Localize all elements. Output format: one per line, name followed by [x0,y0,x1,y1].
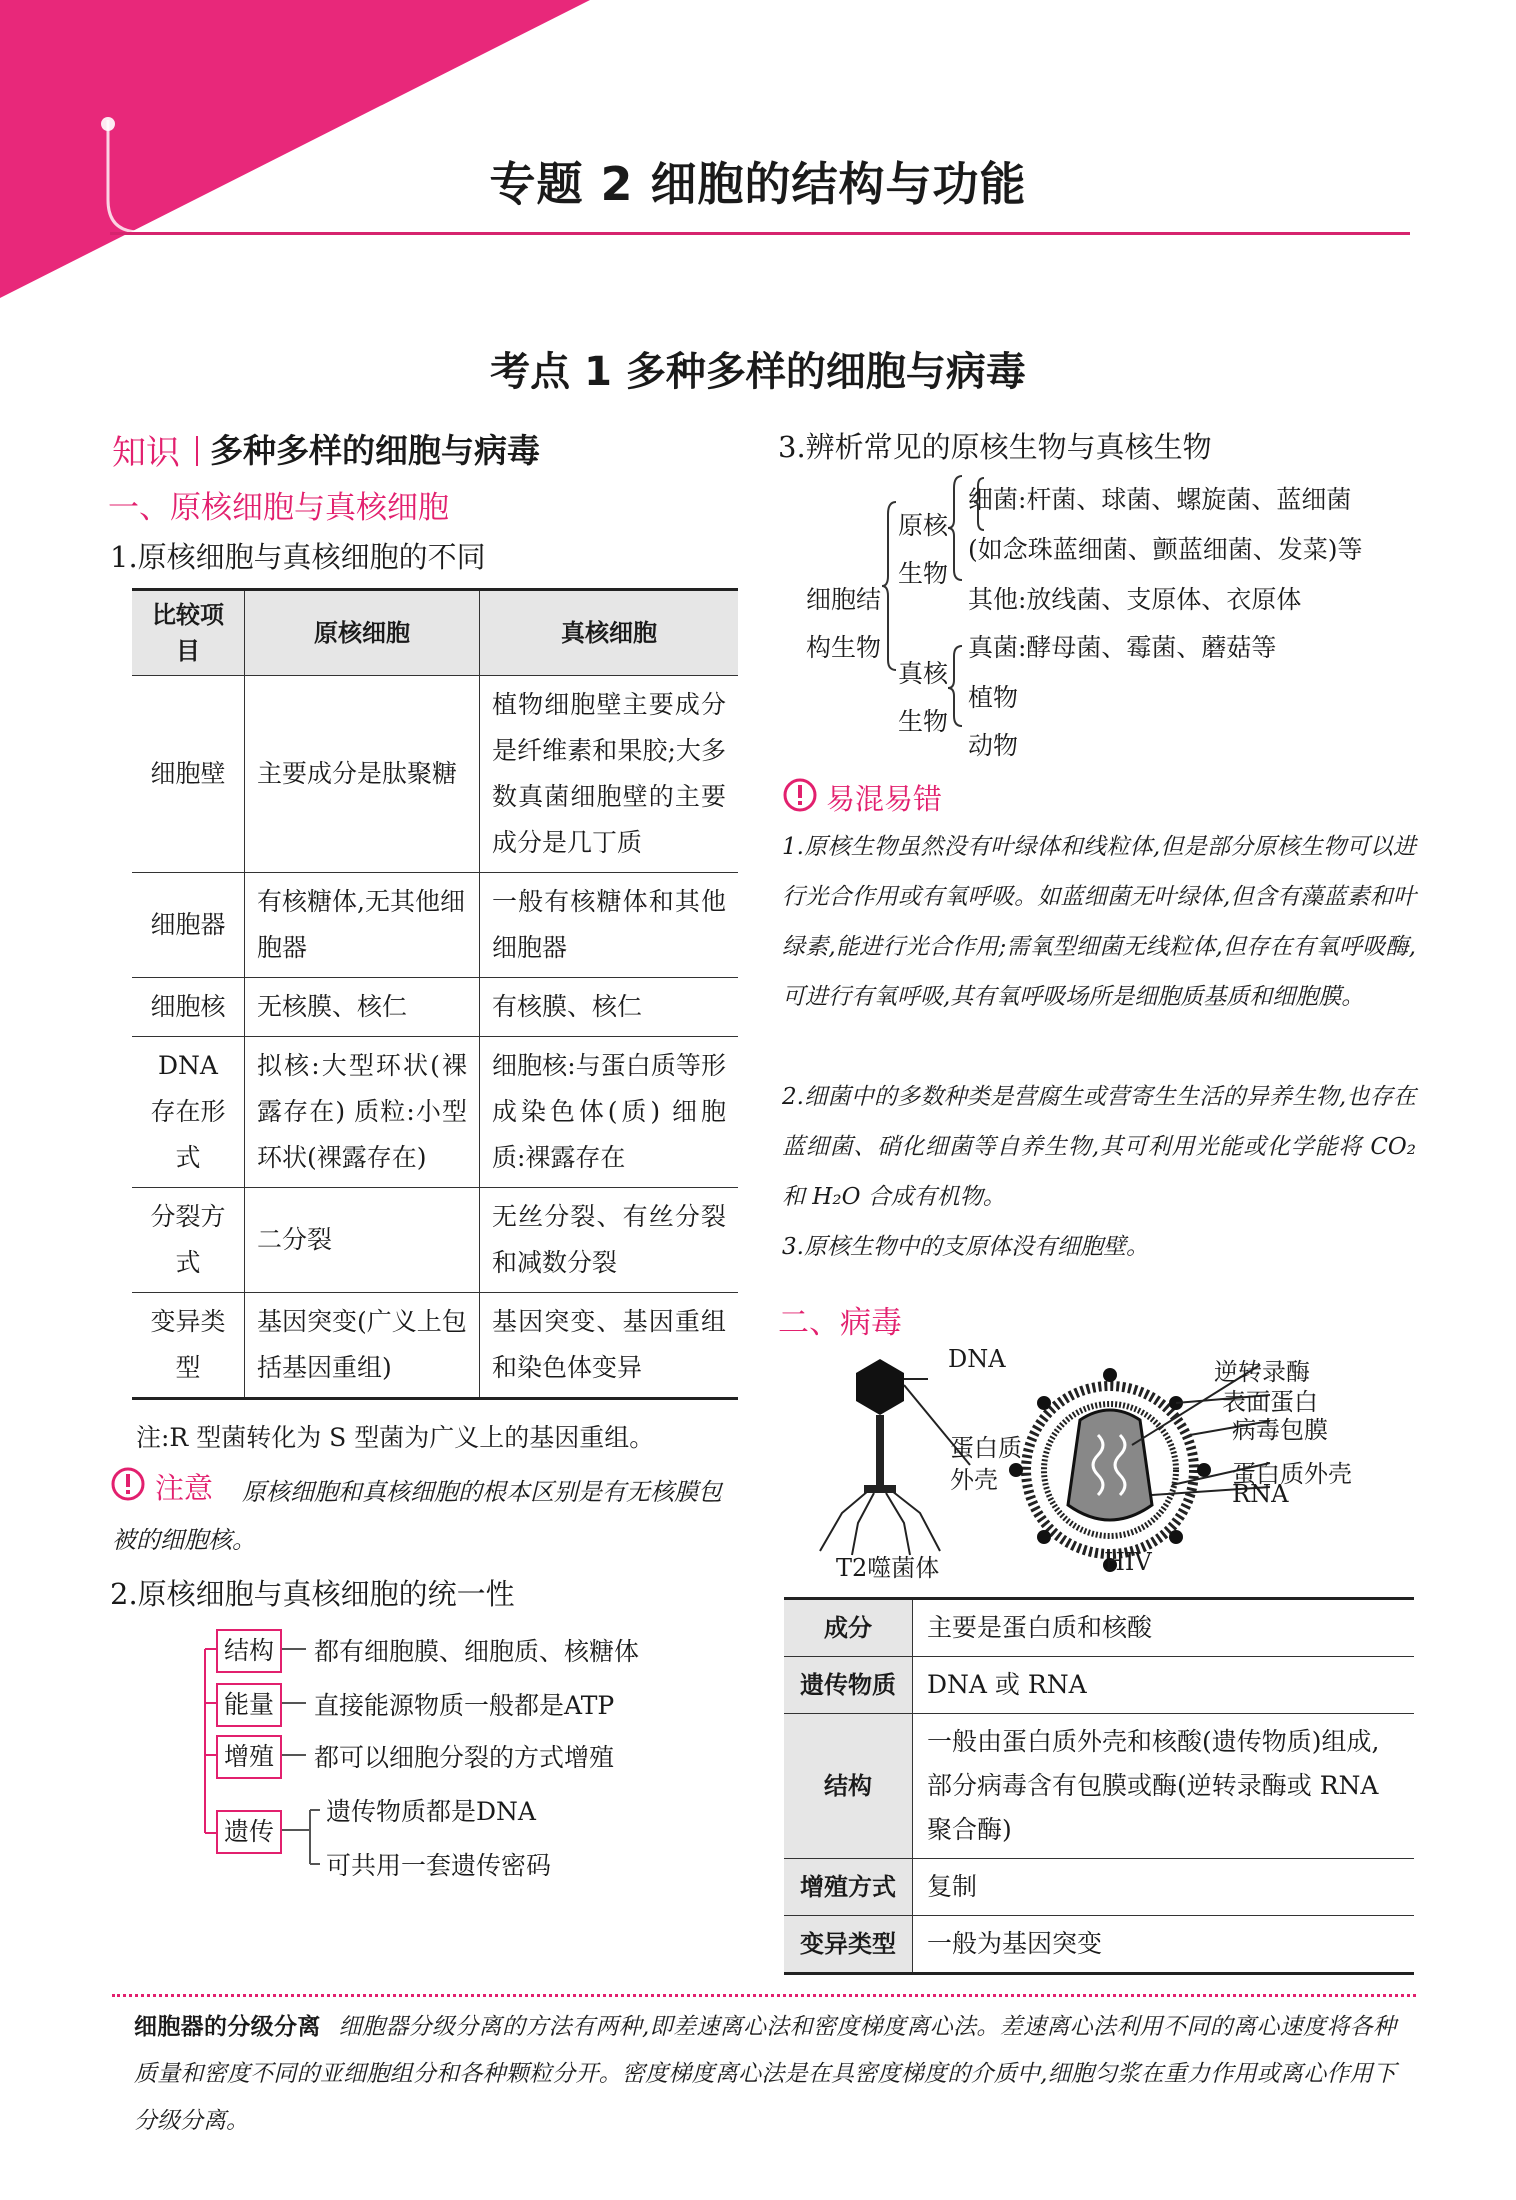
label-envelope: 病毒包膜 [1232,1416,1328,1444]
heading-prokaryote-eukaryote: 一、原核细胞与真核细胞 [108,490,449,526]
row-item: 变异类型 [132,1293,245,1399]
unity-text: 遗传物质都是DNA [326,1797,536,1826]
prokaryote-cell: 有核糖体,无其他细胞器 [245,873,480,978]
table-header: 比较项目 [132,590,245,676]
subheading-unity: 2.原核细胞与真核细胞的统一性 [110,1577,515,1611]
attention-text: 原核细胞和真核细胞的根本区别是有无核膜包被的细胞核。 [112,1478,722,1554]
eukaryote-cell: 无丝分裂、有丝分裂和减数分裂 [480,1188,739,1293]
exclamation-icon [782,777,818,813]
knowledge-title: 多种多样的细胞与病毒 [210,431,540,470]
prokaryote-cell: 基因突变(广义上包括基因重组) [245,1293,480,1399]
header-rule [110,232,1410,235]
root-label-1: 细胞结 [806,585,882,614]
table-row [132,978,738,1037]
table-row [784,1859,1414,1916]
attention-label: 注意 [155,1471,214,1505]
unity-box-proliferation: 增殖 [216,1735,282,1779]
label-capsid-1: 蛋白质 [950,1434,1022,1462]
topic-title: 专题 2 细胞的结构与功能 [489,157,1027,211]
unity-text: 直接能源物质一般都是ATP [314,1691,615,1720]
unity-text: 都可以细胞分裂的方式增殖 [314,1743,615,1772]
eukaryote-cell: 有核膜、核仁 [480,978,739,1037]
label-protein-coat: 蛋白质外壳 [1232,1460,1352,1488]
confusion-item: 3.原核生物中的支原体没有细胞壁。 [782,1234,1149,1260]
row-item: 细胞核 [132,978,245,1037]
row-value: DNA 或 RNA [913,1657,1415,1714]
label-capsid-2: 外壳 [950,1466,998,1494]
label-hiv: HIV [1104,1548,1152,1576]
table-header-row [132,590,738,676]
eukaryote-cell: 基因突变、基因重组和染色体变异 [480,1293,739,1399]
label-t2-phage: T2噬菌体 [836,1554,940,1582]
table-row [784,1599,1414,1657]
table-note: 注:R 型菌转化为 S 型菌为广义上的基因重组。 [136,1423,655,1452]
row-key: 遗传物质 [784,1657,913,1714]
tag-divider [196,436,198,466]
table-row [132,676,738,873]
row-item: DNA 存在形式 [132,1037,245,1188]
section-title: 考点 1 多种多样的细胞与病毒 [490,349,1026,395]
row-key: 成分 [784,1599,913,1657]
table-header: 原核细胞 [245,590,480,676]
row-value: 一般由蛋白质外壳和核酸(遗传物质)组成,部分病毒含有包膜或酶(逆转录酶或 RNA 聚合酶) [913,1714,1415,1859]
row-key: 结构 [784,1714,913,1859]
row-value: 一般为基因突变 [913,1916,1415,1974]
heading-virus: 二、病毒 [778,1305,902,1341]
virus-table [784,1597,1414,1975]
prokaryote-cell: 拟核:大型环状(裸露存在) 质粒:小型环状(裸露存在) [245,1037,480,1188]
table-row [784,1714,1414,1859]
row-item: 细胞器 [132,873,245,978]
root-label-2: 构生物 [806,633,882,662]
eukaryote-cell: 一般有核糖体和其他细胞器 [480,873,739,978]
row-value: 主要是蛋白质和核酸 [913,1599,1415,1657]
prokaryote-cell: 主要成分是肽聚糖 [245,676,480,873]
footer-rule [112,1994,1416,1997]
unity-box-energy: 能量 [216,1683,282,1727]
table-row [132,1037,738,1188]
unity-box-heredity: 遗传 [216,1810,282,1854]
row-key: 增殖方式 [784,1859,913,1916]
plant-label: 植物 [968,683,1019,712]
prokaryote-label-1: 原核 [898,511,949,540]
eukaryote-label-1: 真核 [898,659,949,688]
bacteria-note: (如念珠蓝细菌、颤蓝细菌、发菜)等 [968,535,1363,564]
row-item: 细胞壁 [132,676,245,873]
row-item: 分裂方式 [132,1188,245,1293]
prokaryote-cell: 二分裂 [245,1188,480,1293]
animal-label: 动物 [968,731,1019,760]
eukaryote-label-2: 生物 [898,707,949,736]
label-dna: DNA [948,1345,1006,1373]
table-header: 真核细胞 [480,590,739,676]
table-row [132,873,738,978]
table-row [132,1188,738,1293]
label-reverse-transcriptase: 逆转录酶 [1214,1358,1310,1386]
row-value: 复制 [913,1859,1415,1916]
unity-text: 都有细胞膜、细胞质、核糖体 [314,1637,640,1666]
unity-text: 可共用一套遗传密码 [326,1851,552,1880]
knowledge-tag: 知识 [112,433,180,473]
confusion-title: 易混易错 [826,782,943,816]
bacteria-label: 细菌:杆菌、球菌、螺旋菌、蓝细菌 [968,485,1352,514]
fungi-label: 真菌:酵母菌、霉菌、蘑菇等 [968,633,1277,662]
eukaryote-cell: 植物细胞壁主要成分是纤维素和果胶;大多数真菌细胞壁的主要成分是几丁质 [480,676,739,873]
row-key: 变异类型 [784,1916,913,1974]
comparison-table [132,588,738,1400]
subheading-classification: 3.辨析常见的原核生物与真核生物 [778,430,1212,464]
table-row [132,1293,738,1399]
prokaryote-cell: 无核膜、核仁 [245,978,480,1037]
footer-note [134,2004,1396,2145]
subheading-differences: 1.原核细胞与真核细胞的不同 [110,540,486,574]
other-prokaryote-label: 其他:放线菌、支原体、衣原体 [968,585,1302,614]
confusion-item: 1.原核生物虽然没有叶绿体和线粒体,但是部分原核生物可以进行光合作用或有氧呼吸。如蓝细菌无叶绿体,但含有藻蓝素和叶绿素,能进行光合作用;需氧型细菌无线粒体,但存在有氧呼吸酶,可进行有氧呼吸,其有氧呼吸场所是细胞质基质和细胞膜。 [782,834,1416,1010]
prokaryote-label-2: 生物 [898,559,949,588]
t2-phage-figure [820,1359,970,1555]
footer-title: 细胞器的分级分离 [134,2014,321,2040]
unity-box-structure: 结构 [216,1629,282,1673]
label-rna: RNA [1232,1480,1289,1508]
eukaryote-cell: 细胞核:与蛋白质等形成染色体(质) 细胞质:裸露存在 [480,1037,739,1188]
label-surface-protein: 表面蛋白 [1222,1388,1318,1416]
table-row [784,1916,1414,1974]
footer-text: 细胞器分级分离的方法有两种,即差速离心法和密度梯度离心法。差速离心法利用不同的离心速度将各种质量和密度不同的亚细胞组分和各种颗粒分开。密度梯度离心法是在具密度梯度的介质中,细胞匀浆在重力作用或离心作用下分级分离。 [134,2014,1397,2134]
confusion-item: 2.细菌中的多数种类是营腐生或营寄生生活的异养生物,也存在蓝细菌、硝化细菌等自养生物,其可利用光能或化学能将 CO₂和 H₂O 合成有机物。 [782,1084,1416,1210]
table-row [784,1657,1414,1714]
